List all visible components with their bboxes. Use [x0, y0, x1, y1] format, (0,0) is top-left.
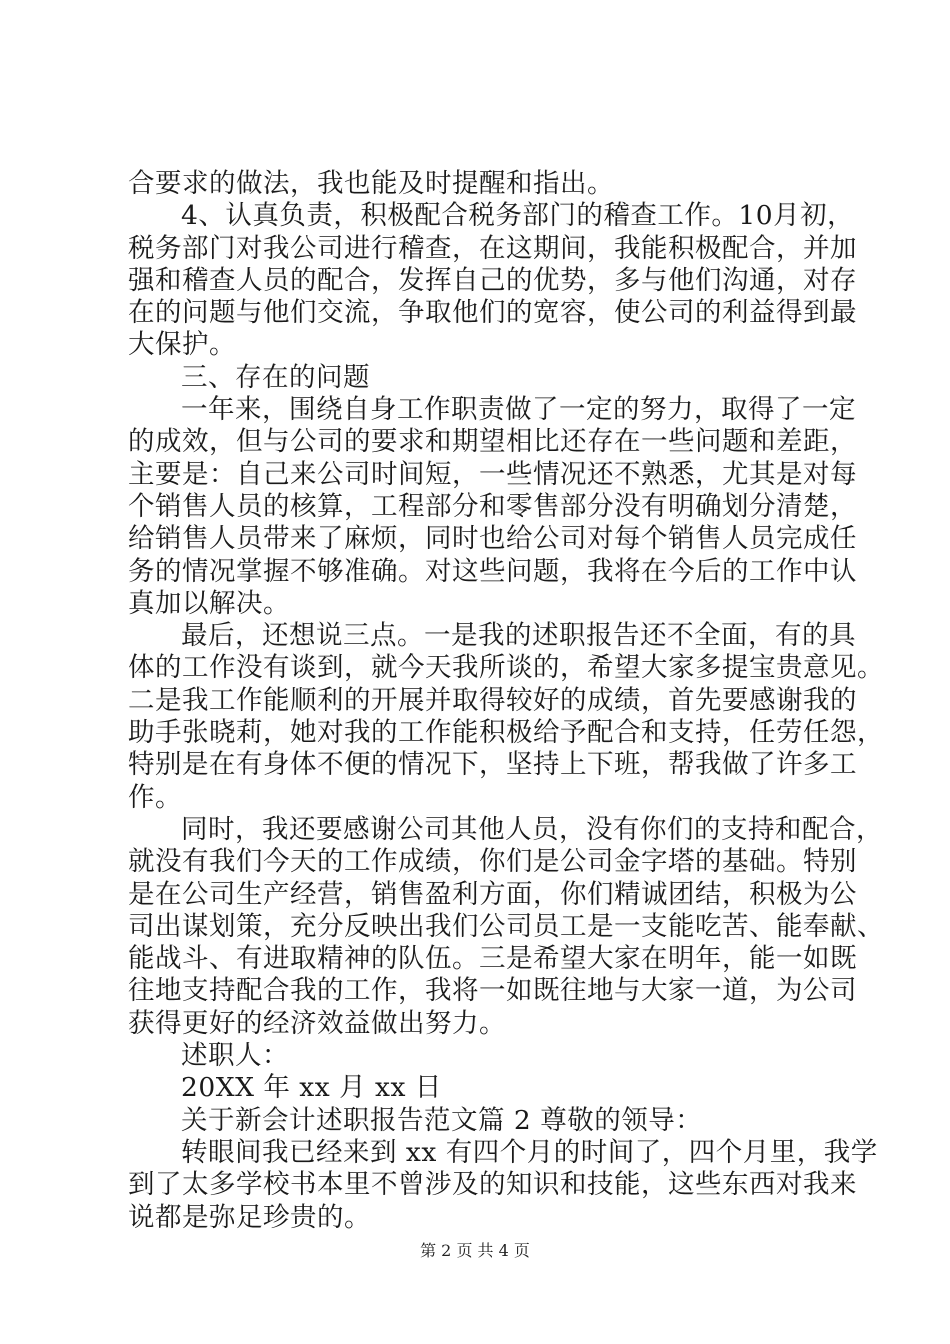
page-number: 第 2 页 共 4 页 — [420, 1241, 530, 1260]
text-line: 三、存在的问题 — [181, 361, 370, 393]
text-line: 的成效，但与公司的要求和期望相比还存在一些问题和差距， — [128, 426, 857, 458]
document-body — [128, 168, 884, 1234]
text-line: 合要求的做法，我也能及时提醒和指出。 — [128, 168, 614, 199]
text-line: 强和稽查人员的配合，发挥自己的优势，多与他们沟通，对存 — [128, 264, 857, 296]
text-line: 税务部门对我公司进行稽查，在这期间，我能积极配合，并加 — [128, 232, 857, 264]
text-line: 往地支持配合我的工作，我将一如既往地与大家一道，为公司 — [128, 975, 857, 1007]
text-line: 最后，还想说三点。一是我的述职报告还不全面，有的具 — [181, 620, 856, 652]
text-line: 一年来，围绕自身工作职责做了一定的努力，取得了一定 — [181, 394, 856, 426]
text-line: 述职人： — [181, 1040, 289, 1072]
text-line: 20XX 年 xx 月 xx 日 — [181, 1072, 442, 1104]
page-footer — [0, 1241, 950, 1261]
text-line: 说都是弥足珍贵的。 — [128, 1201, 371, 1233]
text-line: 个销售人员的核算，工程部分和零售部分没有明确划分清楚， — [128, 490, 857, 522]
text-line: 作。 — [128, 781, 182, 813]
text-line: 真加以解决。 — [128, 587, 290, 619]
text-line: 司出谋划策，充分反映出我们公司员工是一支能吃苦、能奉献、 — [128, 910, 884, 942]
text-line: 4、认真负责，积极配合税务部门的稽查工作。10月初， — [181, 200, 855, 232]
text-line: 二是我工作能顺利的开展并取得较好的成绩，首先要感谢我的 — [128, 684, 857, 716]
text-line: 能战斗、有进取精神的队伍。三是希望大家在明年，能一如既 — [128, 943, 857, 975]
text-line: 到了太多学校书本里不曾涉及的知识和技能，这些东西对我来 — [128, 1169, 857, 1201]
text-line: 大保护。 — [128, 329, 236, 361]
text-line: 同时，我还要感谢公司其他人员，没有你们的支持和配合， — [181, 813, 883, 845]
text-line: 在的问题与他们交流，争取他们的宽容，使公司的利益得到最 — [128, 297, 857, 329]
text-line: 关于新会计述职报告范文篇 2 尊敬的领导： — [181, 1104, 703, 1136]
text-line: 助手张晓莉，她对我的工作能积极给予配合和支持，任劳任怨， — [128, 717, 884, 749]
text-line: 主要是：自己来公司时间短，一些情况还不熟悉，尤其是对每 — [128, 458, 857, 490]
text-line: 转眼间我已经来到 xx 有四个月的时间了，四个月里，我学 — [181, 1136, 878, 1168]
text-line: 务的情况掌握不够准确。对这些问题，我将在今后的工作中认 — [128, 555, 857, 587]
text-line: 给销售人员带来了麻烦，同时也给公司对每个销售人员完成任 — [128, 523, 857, 555]
text-line: 获得更好的经济效益做出努力。 — [128, 1007, 506, 1039]
text-line: 是在公司生产经营，销售盈利方面，你们精诚团结，积极为公 — [128, 878, 857, 910]
text-line: 特别是在有身体不便的情况下，坚持上下班，帮我做了许多工 — [128, 749, 857, 781]
text-line: 就没有我们今天的工作成绩，你们是公司金字塔的基础。特别 — [128, 846, 857, 878]
text-line: 体的工作没有谈到，就今天我所谈的，希望大家多提宝贵意见。 — [128, 652, 884, 684]
